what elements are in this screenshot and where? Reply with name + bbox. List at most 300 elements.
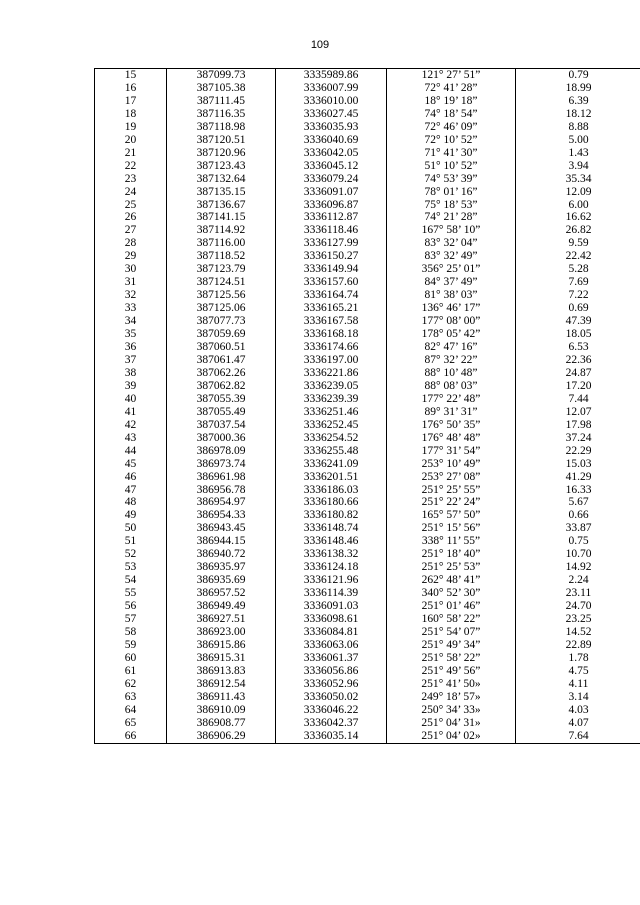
cell-angle: 51° 10’ 52” xyxy=(387,160,516,173)
cell-y: 3335989.86 xyxy=(276,69,387,82)
cell-point: 42 xyxy=(95,419,167,432)
cell-length: 6.00 xyxy=(516,199,640,212)
cell-point: 20 xyxy=(95,134,167,147)
cell-point: 46 xyxy=(95,471,167,484)
cell-length: 5.67 xyxy=(516,496,640,509)
cell-x: 387077.73 xyxy=(167,315,276,328)
cell-x: 387037.54 xyxy=(167,419,276,432)
cell-x: 387111.45 xyxy=(167,95,276,108)
coordinates-table xyxy=(94,68,640,744)
cell-x: 387105.38 xyxy=(167,82,276,95)
table-row xyxy=(95,406,640,419)
cell-length: 41.29 xyxy=(516,471,640,484)
cell-angle: 177° 31’ 54” xyxy=(387,445,516,458)
cell-length: 24.70 xyxy=(516,600,640,613)
cell-point: 22 xyxy=(95,160,167,173)
table-row xyxy=(95,574,640,587)
cell-y: 3336027.45 xyxy=(276,108,387,121)
table-row xyxy=(95,626,640,639)
cell-y: 3336251.46 xyxy=(276,406,387,419)
cell-x: 386923.00 xyxy=(167,626,276,639)
cell-y: 3336007.99 xyxy=(276,82,387,95)
cell-length: 9.59 xyxy=(516,237,640,250)
table-row xyxy=(95,82,640,95)
cell-angle: 251° 49’ 56” xyxy=(387,665,516,678)
cell-point: 23 xyxy=(95,173,167,186)
cell-x: 386943.45 xyxy=(167,522,276,535)
cell-y: 3336112.87 xyxy=(276,211,387,224)
cell-angle: 72° 41’ 28” xyxy=(387,82,516,95)
cell-y: 3336186.03 xyxy=(276,484,387,497)
table-row xyxy=(95,250,640,263)
cell-angle: 340° 52’ 30” xyxy=(387,587,516,600)
cell-point: 50 xyxy=(95,522,167,535)
cell-length: 26.82 xyxy=(516,224,640,237)
cell-x: 386978.09 xyxy=(167,445,276,458)
cell-length: 7.22 xyxy=(516,289,640,302)
cell-angle: 176° 48’ 48” xyxy=(387,432,516,445)
table-row xyxy=(95,458,640,471)
table-row xyxy=(95,134,640,147)
cell-y: 3336201.51 xyxy=(276,471,387,484)
cell-point: 47 xyxy=(95,484,167,497)
cell-x: 386915.31 xyxy=(167,652,276,665)
cell-angle: 177° 22’ 48” xyxy=(387,393,516,406)
cell-length: 22.29 xyxy=(516,445,640,458)
cell-length: 22.36 xyxy=(516,354,640,367)
cell-angle: 165° 57’ 50” xyxy=(387,509,516,522)
cell-angle: 74° 53’ 39” xyxy=(387,173,516,186)
cell-y: 3336127.99 xyxy=(276,237,387,250)
cell-x: 387141.15 xyxy=(167,211,276,224)
cell-length: 4.11 xyxy=(516,678,640,691)
cell-point: 21 xyxy=(95,147,167,160)
cell-angle: 78° 01’ 16” xyxy=(387,186,516,199)
cell-length: 24.87 xyxy=(516,367,640,380)
table-row xyxy=(95,730,640,743)
cell-x: 387055.49 xyxy=(167,406,276,419)
cell-length: 7.64 xyxy=(516,730,640,743)
cell-point: 26 xyxy=(95,211,167,224)
cell-y: 3336239.05 xyxy=(276,380,387,393)
table-row xyxy=(95,380,640,393)
cell-x: 386906.29 xyxy=(167,730,276,743)
cell-y: 3336079.24 xyxy=(276,173,387,186)
cell-angle: 18° 19’ 18” xyxy=(387,95,516,108)
cell-y: 3336061.37 xyxy=(276,652,387,665)
cell-x: 387118.52 xyxy=(167,250,276,263)
table-row xyxy=(95,691,640,704)
cell-x: 386956.78 xyxy=(167,484,276,497)
cell-x: 387116.00 xyxy=(167,237,276,250)
cell-angle: 251° 41’ 50» xyxy=(387,678,516,691)
table-row xyxy=(95,199,640,212)
cell-length: 33.87 xyxy=(516,522,640,535)
cell-y: 3336045.12 xyxy=(276,160,387,173)
cell-y: 3336091.07 xyxy=(276,186,387,199)
table-row xyxy=(95,652,640,665)
cell-x: 387125.06 xyxy=(167,302,276,315)
cell-point: 45 xyxy=(95,458,167,471)
cell-point: 66 xyxy=(95,730,167,743)
cell-y: 3336052.96 xyxy=(276,678,387,691)
table-row xyxy=(95,315,640,328)
table-row xyxy=(95,613,640,626)
table-row xyxy=(95,717,640,730)
cell-point: 62 xyxy=(95,678,167,691)
cell-y: 3336255.48 xyxy=(276,445,387,458)
cell-x: 386940.72 xyxy=(167,548,276,561)
cell-angle: 88° 10’ 48” xyxy=(387,367,516,380)
cell-length: 23.11 xyxy=(516,587,640,600)
cell-x: 387062.26 xyxy=(167,367,276,380)
cell-y: 3336167.58 xyxy=(276,315,387,328)
cell-angle: 251° 15’ 56” xyxy=(387,522,516,535)
table-row xyxy=(95,289,640,302)
cell-length: 7.69 xyxy=(516,276,640,289)
cell-point: 33 xyxy=(95,302,167,315)
cell-x: 387060.51 xyxy=(167,341,276,354)
cell-y: 3336118.46 xyxy=(276,224,387,237)
cell-y: 3336035.14 xyxy=(276,730,387,743)
cell-angle: 74° 21’ 28” xyxy=(387,211,516,224)
table-row xyxy=(95,263,640,276)
cell-y: 3336165.21 xyxy=(276,302,387,315)
cell-point: 19 xyxy=(95,121,167,134)
table-row xyxy=(95,224,640,237)
cell-point: 24 xyxy=(95,186,167,199)
cell-length: 6.53 xyxy=(516,341,640,354)
cell-x: 386913.83 xyxy=(167,665,276,678)
cell-length: 5.28 xyxy=(516,263,640,276)
cell-point: 65 xyxy=(95,717,167,730)
cell-y: 3336063.06 xyxy=(276,639,387,652)
cell-point: 64 xyxy=(95,704,167,717)
cell-angle: 82° 47’ 16” xyxy=(387,341,516,354)
cell-x: 387000.36 xyxy=(167,432,276,445)
cell-y: 3336098.61 xyxy=(276,613,387,626)
cell-y: 3336035.93 xyxy=(276,121,387,134)
cell-angle: 83° 32’ 49” xyxy=(387,250,516,263)
cell-angle: 88° 08’ 03” xyxy=(387,380,516,393)
cell-y: 3336174.66 xyxy=(276,341,387,354)
cell-y: 3336010.00 xyxy=(276,95,387,108)
cell-length: 10.70 xyxy=(516,548,640,561)
cell-angle: 87° 32’ 22” xyxy=(387,354,516,367)
cell-x: 387062.82 xyxy=(167,380,276,393)
cell-x: 386935.97 xyxy=(167,561,276,574)
cell-x: 386911.43 xyxy=(167,691,276,704)
cell-point: 25 xyxy=(95,199,167,212)
table-row xyxy=(95,432,640,445)
cell-angle: 253° 27’ 08” xyxy=(387,471,516,484)
table-row xyxy=(95,354,640,367)
table-row xyxy=(95,121,640,134)
cell-angle: 178° 05’ 42” xyxy=(387,328,516,341)
cell-length: 0.75 xyxy=(516,535,640,548)
cell-length: 0.79 xyxy=(516,69,640,82)
cell-angle: 81° 38’ 03” xyxy=(387,289,516,302)
cell-point: 44 xyxy=(95,445,167,458)
cell-angle: 75° 18’ 53” xyxy=(387,199,516,212)
table-row xyxy=(95,419,640,432)
table-row xyxy=(95,95,640,108)
cell-y: 3336046.22 xyxy=(276,704,387,717)
cell-y: 3336150.27 xyxy=(276,250,387,263)
cell-point: 27 xyxy=(95,224,167,237)
table-row xyxy=(95,509,640,522)
cell-x: 387120.96 xyxy=(167,147,276,160)
cell-point: 53 xyxy=(95,561,167,574)
cell-length: 0.66 xyxy=(516,509,640,522)
cell-angle: 167° 58’ 10” xyxy=(387,224,516,237)
cell-angle: 251° 25’ 55” xyxy=(387,484,516,497)
cell-point: 51 xyxy=(95,535,167,548)
cell-point: 39 xyxy=(95,380,167,393)
cell-length: 4.03 xyxy=(516,704,640,717)
table-row xyxy=(95,484,640,497)
table-row xyxy=(95,393,640,406)
cell-angle: 136° 46’ 17” xyxy=(387,302,516,315)
cell-y: 3336084.81 xyxy=(276,626,387,639)
cell-length: 12.09 xyxy=(516,186,640,199)
cell-angle: 121° 27’ 51” xyxy=(387,69,516,82)
table-row xyxy=(95,211,640,224)
cell-length: 16.33 xyxy=(516,484,640,497)
cell-point: 48 xyxy=(95,496,167,509)
cell-y: 3336157.60 xyxy=(276,276,387,289)
cell-point: 57 xyxy=(95,613,167,626)
table-row xyxy=(95,471,640,484)
table-row xyxy=(95,276,640,289)
cell-point: 34 xyxy=(95,315,167,328)
cell-point: 40 xyxy=(95,393,167,406)
cell-length: 37.24 xyxy=(516,432,640,445)
cell-point: 58 xyxy=(95,626,167,639)
cell-angle: 89° 31’ 31” xyxy=(387,406,516,419)
cell-y: 3336180.82 xyxy=(276,509,387,522)
cell-y: 3336042.37 xyxy=(276,717,387,730)
cell-y: 3336124.18 xyxy=(276,561,387,574)
cell-length: 17.20 xyxy=(516,380,640,393)
cell-x: 387099.73 xyxy=(167,69,276,82)
cell-point: 17 xyxy=(95,95,167,108)
cell-y: 3336050.02 xyxy=(276,691,387,704)
cell-point: 49 xyxy=(95,509,167,522)
table-row xyxy=(95,69,640,82)
cell-y: 3336168.18 xyxy=(276,328,387,341)
cell-x: 387135.15 xyxy=(167,186,276,199)
cell-point: 15 xyxy=(95,69,167,82)
cell-length: 4.07 xyxy=(516,717,640,730)
cell-angle: 251° 04’ 02» xyxy=(387,730,516,743)
cell-x: 387059.69 xyxy=(167,328,276,341)
cell-x: 387123.43 xyxy=(167,160,276,173)
cell-x: 386954.97 xyxy=(167,496,276,509)
coordinates-table-body xyxy=(95,69,640,744)
cell-angle: 160° 58’ 22” xyxy=(387,613,516,626)
cell-x: 387124.51 xyxy=(167,276,276,289)
cell-x: 387120.51 xyxy=(167,134,276,147)
table-row xyxy=(95,704,640,717)
table-row xyxy=(95,496,640,509)
table-row xyxy=(95,367,640,380)
cell-x: 387125.56 xyxy=(167,289,276,302)
cell-angle: 251° 01’ 46” xyxy=(387,600,516,613)
cell-length: 1.78 xyxy=(516,652,640,665)
cell-point: 31 xyxy=(95,276,167,289)
cell-point: 30 xyxy=(95,263,167,276)
cell-length: 6.39 xyxy=(516,95,640,108)
cell-point: 52 xyxy=(95,548,167,561)
cell-y: 3336254.52 xyxy=(276,432,387,445)
cell-point: 55 xyxy=(95,587,167,600)
cell-angle: 74° 18’ 54” xyxy=(387,108,516,121)
cell-point: 16 xyxy=(95,82,167,95)
table-row xyxy=(95,587,640,600)
cell-angle: 251° 18’ 40” xyxy=(387,548,516,561)
cell-length: 18.99 xyxy=(516,82,640,95)
cell-length: 12.07 xyxy=(516,406,640,419)
cell-x: 386957.52 xyxy=(167,587,276,600)
cell-length: 16.62 xyxy=(516,211,640,224)
cell-angle: 251° 49’ 34” xyxy=(387,639,516,652)
cell-length: 8.88 xyxy=(516,121,640,134)
cell-x: 386935.69 xyxy=(167,574,276,587)
cell-angle: 250° 34’ 33» xyxy=(387,704,516,717)
cell-x: 386915.86 xyxy=(167,639,276,652)
table-row xyxy=(95,108,640,121)
cell-length: 2.24 xyxy=(516,574,640,587)
cell-angle: 251° 54’ 07” xyxy=(387,626,516,639)
cell-y: 3336241.09 xyxy=(276,458,387,471)
cell-x: 386910.09 xyxy=(167,704,276,717)
cell-angle: 84° 37’ 49” xyxy=(387,276,516,289)
cell-angle: 251° 22’ 24” xyxy=(387,496,516,509)
cell-x: 387061.47 xyxy=(167,354,276,367)
cell-x: 386961.98 xyxy=(167,471,276,484)
table-row xyxy=(95,548,640,561)
cell-length: 18.12 xyxy=(516,108,640,121)
cell-angle: 251° 04’ 31» xyxy=(387,717,516,730)
table-row xyxy=(95,160,640,173)
cell-y: 3336164.74 xyxy=(276,289,387,302)
cell-point: 41 xyxy=(95,406,167,419)
cell-y: 3336148.46 xyxy=(276,535,387,548)
cell-x: 387136.67 xyxy=(167,199,276,212)
cell-length: 23.25 xyxy=(516,613,640,626)
table-row xyxy=(95,341,640,354)
cell-length: 0.69 xyxy=(516,302,640,315)
table-row xyxy=(95,147,640,160)
cell-angle: 249° 18’ 57» xyxy=(387,691,516,704)
cell-x: 387055.39 xyxy=(167,393,276,406)
cell-point: 32 xyxy=(95,289,167,302)
cell-point: 61 xyxy=(95,665,167,678)
table-row xyxy=(95,173,640,186)
cell-x: 387116.35 xyxy=(167,108,276,121)
cell-point: 43 xyxy=(95,432,167,445)
cell-angle: 176° 50’ 35” xyxy=(387,419,516,432)
cell-length: 22.89 xyxy=(516,639,640,652)
cell-x: 386954.33 xyxy=(167,509,276,522)
table-row xyxy=(95,639,640,652)
cell-y: 3336148.74 xyxy=(276,522,387,535)
cell-x: 386973.74 xyxy=(167,458,276,471)
cell-x: 387123.79 xyxy=(167,263,276,276)
cell-length: 4.75 xyxy=(516,665,640,678)
table-row xyxy=(95,561,640,574)
cell-length: 17.98 xyxy=(516,419,640,432)
cell-angle: 72° 10’ 52” xyxy=(387,134,516,147)
cell-angle: 177° 08’ 00” xyxy=(387,315,516,328)
cell-angle: 72° 46’ 09” xyxy=(387,121,516,134)
cell-y: 3336239.39 xyxy=(276,393,387,406)
cell-point: 56 xyxy=(95,600,167,613)
cell-length: 15.03 xyxy=(516,458,640,471)
cell-point: 35 xyxy=(95,328,167,341)
cell-length: 7.44 xyxy=(516,393,640,406)
table-row xyxy=(95,237,640,250)
cell-length: 5.00 xyxy=(516,134,640,147)
cell-x: 386912.54 xyxy=(167,678,276,691)
cell-y: 3336096.87 xyxy=(276,199,387,212)
cell-length: 3.14 xyxy=(516,691,640,704)
cell-length: 47.39 xyxy=(516,315,640,328)
page-number: 109 xyxy=(310,39,330,51)
cell-point: 36 xyxy=(95,341,167,354)
cell-length: 14.52 xyxy=(516,626,640,639)
cell-y: 3336114.39 xyxy=(276,587,387,600)
cell-y: 3336180.66 xyxy=(276,496,387,509)
cell-angle: 251° 25’ 53” xyxy=(387,561,516,574)
cell-length: 14.92 xyxy=(516,561,640,574)
cell-length: 3.94 xyxy=(516,160,640,173)
cell-point: 54 xyxy=(95,574,167,587)
table-row xyxy=(95,665,640,678)
cell-x: 386908.77 xyxy=(167,717,276,730)
cell-point: 37 xyxy=(95,354,167,367)
cell-y: 3336121.96 xyxy=(276,574,387,587)
cell-x: 387118.98 xyxy=(167,121,276,134)
cell-y: 3336221.86 xyxy=(276,367,387,380)
table-row xyxy=(95,535,640,548)
cell-length: 22.42 xyxy=(516,250,640,263)
cell-angle: 262° 48’ 41” xyxy=(387,574,516,587)
cell-length: 1.43 xyxy=(516,147,640,160)
cell-point: 59 xyxy=(95,639,167,652)
cell-point: 60 xyxy=(95,652,167,665)
table-row xyxy=(95,522,640,535)
cell-x: 386949.49 xyxy=(167,600,276,613)
cell-y: 3336197.00 xyxy=(276,354,387,367)
cell-x: 387132.64 xyxy=(167,173,276,186)
cell-length: 18.05 xyxy=(516,328,640,341)
cell-x: 386944.15 xyxy=(167,535,276,548)
cell-y: 3336149.94 xyxy=(276,263,387,276)
cell-y: 3336042.05 xyxy=(276,147,387,160)
cell-length: 35.34 xyxy=(516,173,640,186)
cell-point: 28 xyxy=(95,237,167,250)
cell-point: 18 xyxy=(95,108,167,121)
cell-y: 3336040.69 xyxy=(276,134,387,147)
cell-angle: 251° 58’ 22” xyxy=(387,652,516,665)
cell-angle: 253° 10’ 49” xyxy=(387,458,516,471)
cell-angle: 71° 41’ 30” xyxy=(387,147,516,160)
table-row xyxy=(95,678,640,691)
cell-y: 3336091.03 xyxy=(276,600,387,613)
cell-x: 386927.51 xyxy=(167,613,276,626)
